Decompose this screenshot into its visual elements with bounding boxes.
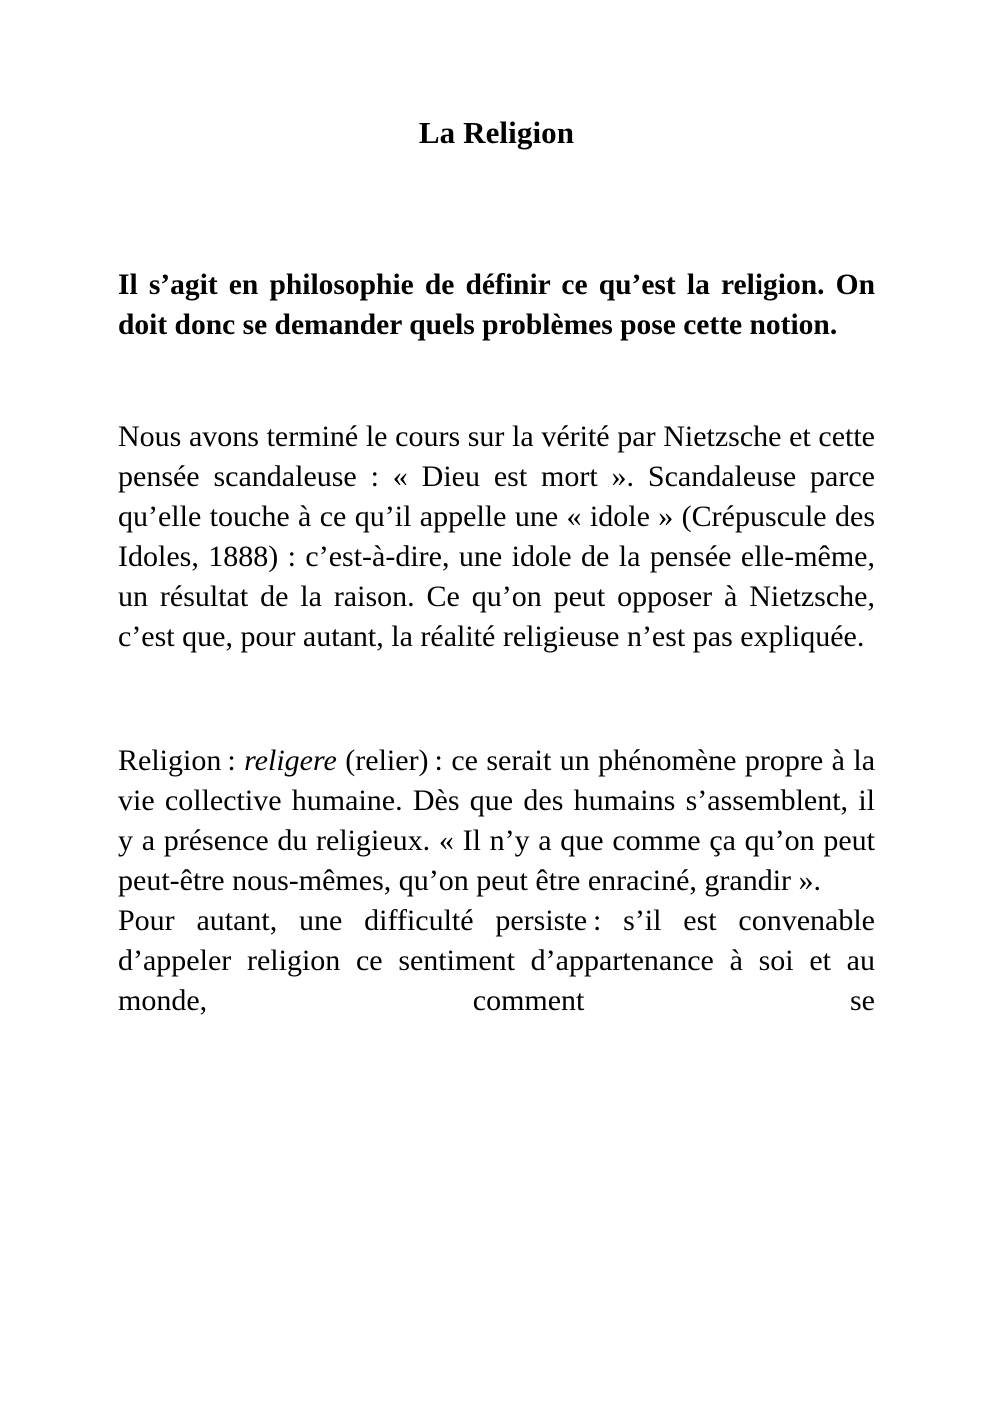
paragraph-definition [118,741,875,901]
definition-prefix: Religion : [118,744,245,777]
definition-suffix: (relier) : ce serait un phénomène propre à la vie collective humaine. Dès que des humains s’assemblent, il y a présence du religieux. « Il n’y a que comme ça qu’on peut peut-être nous-mêmes, qu’on peut être enraciné, grandir ». [118,744,876,897]
lead-paragraph: Il s’agit en philosophie de définir ce qu’est la religion. On doit donc se demander quels problèmes pose cette notion. [118,269,875,341]
paragraph-difficulty: Pour autant, une difficulté persiste : s’il est convenable d’appeler religion ce sentiment d’appartenance à soi et au monde, comment se [118,904,875,1017]
page-title: La Religion [418,115,575,150]
paragraph-spacer [118,657,875,741]
text-column [118,0,875,1061]
latin-term-religere: religere [244,744,337,777]
paragraph-spacer [118,345,875,417]
document-body [118,153,875,1061]
paragraph-nietzsche: Nous avons terminé le cours sur la vérité par Nietzsche et cette pensée scandaleuse : « Dieu est mort ». Scandaleuse parce qu’elle touche à ce qu’il appelle une « idole » (Crépuscule des Idoles, 1888) : c’est-à-dire, une idole de la pensée elle-même, un résultat de la raison. Ce qu’on peut opposer à Nietzsche, c’est que, pour autant, la réalité religieuse n’est pas expliquée. [118,420,875,653]
